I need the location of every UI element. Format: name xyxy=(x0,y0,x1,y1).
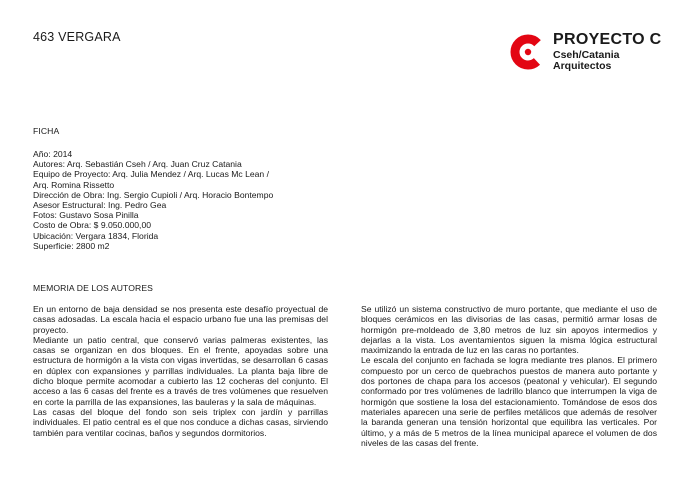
ficha-item: Año: 2014 xyxy=(33,149,73,159)
logo-subtitle xyxy=(553,50,620,72)
ficha-item: Superficie: 2800 m2 xyxy=(33,240,110,251)
ficha-item: Autores: Arq. Sebastián Cseh / Arq. Juan Cruz Catania xyxy=(33,159,242,170)
memoria-paragraph: Le escala del conjunto en fachada se logra mediante tres planos. El primero compuesto por un cerco de quebrachos puestos de manera auto portante y dos portones de chapa para los accesos (peatonal y vehicular). El segundo conformado por tres volúmenes de ladrillo blanco que interrumpen la viga de hormigón que sostiene la losa del estacionamiento. Tomándose de esos dos materiales aparecen una serie de perfiles metálicos que además de resolver la baranda generan una tensión horizontal que equilibra las verticales. Por último, y a más de 5 metros de la línea municipal aparece el volumen de dos niveles de las casas del frente. xyxy=(361,355,657,448)
logo-line-2: Arquitectos xyxy=(553,60,612,72)
ficha-list xyxy=(33,149,333,251)
logo-name: PROYECTO C xyxy=(553,31,662,48)
memoria-left-column xyxy=(33,304,328,438)
ficha-item: Dirección de Obra: Ing. Sergio Cupioli / Arq. Horacio Bontempo xyxy=(33,189,274,200)
memoria-heading: MEMORIA DE LOS AUTORES xyxy=(33,283,153,293)
studio-logo xyxy=(509,31,669,73)
ficha-heading: FICHA xyxy=(33,126,60,136)
ficha-item: Equipo de Proyecto: Arq. Julia Mendez / Arq. Lucas Mc Lean / xyxy=(33,169,269,180)
ficha-item: Costo de Obra: $ 9.050.000,00 xyxy=(33,220,152,231)
project-title: 463 VERGARA xyxy=(33,30,121,44)
memoria-paragraph: En un entorno de baja densidad se nos presenta este desafío proyectual de casas adosadas. La escala hacia el espacio urbano fue una las premisas del proyecto. xyxy=(33,304,328,335)
ficha-item: Ubicación: Vergara 1834, Florida xyxy=(33,230,159,241)
ficha-item: Fotos: Gustavo Sosa Pinilla xyxy=(33,210,139,221)
memoria-paragraph: Mediante un patio central, que conservó varias palmeras existentes, las casas se organizan en dos bloques. En el frente, apoyadas sobre una estructura de hormigón a la vista con vigas invertidas, se desarrollan 6 casas en dúplex con expansiones y parrillas individuales. La planta baja libre de dicho bloque permite acomodar a cubierto las 12 cocheras del conjunto. El acceso a las 6 casas del frente es a través de tres volúmenes que resuelven en corte la parrilla de las expansiones, las bauleras y la sala de máquinas. xyxy=(33,334,328,407)
memoria-right-column xyxy=(361,304,657,448)
logo-line-1: Cseh/Catania xyxy=(553,49,620,61)
memoria-paragraph: Se utilizó un sistema constructivo de muro portante, que mediante el uso de bloques cerámicos en las divisorias de las casas, permitió armar losas de hormigón pre-moldeado de 3,80 metros de luz sin apoyos intermedios y dejarlas a la vista. Los aventamientos siguen la misma lógica estructural maximizando la entrada de luz en las caras no portantes. xyxy=(361,304,657,356)
logo-c-mark-icon xyxy=(509,33,547,71)
ficha-item: Arq. Romina Rissetto xyxy=(33,179,115,190)
ficha-item: Asesor Estructural: Ing. Pedro Gea xyxy=(33,200,167,211)
memoria-paragraph: Las casas del bloque del fondo son seis triplex con jardín y parrillas individuales. El patio central es el que nos conduce a dichas casas, sirviendo también para ventilar cocinas, baños y segundos dormitorios. xyxy=(33,406,328,438)
